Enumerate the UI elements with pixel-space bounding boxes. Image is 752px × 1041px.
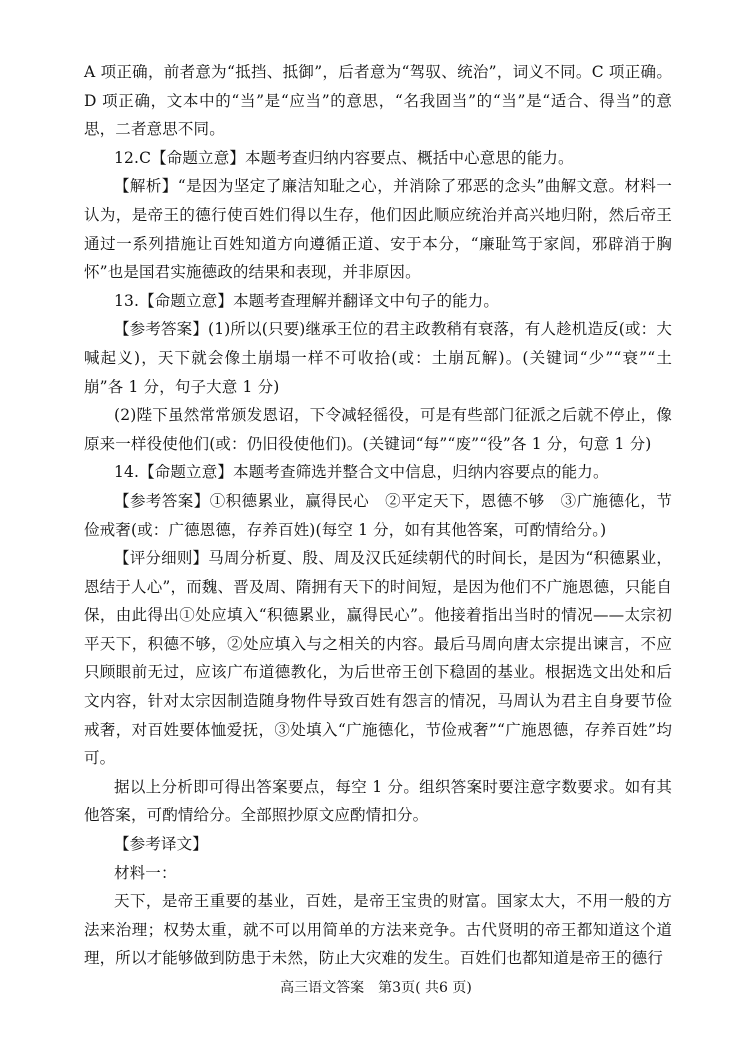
paragraph-q13-answer-1: 【参考答案】(1)所以(只要)继承王位的君主政教稍有衰落，有人趁机造反(或：大喊起义)，天下就会像土崩塌一样不可收拾(或：土崩瓦解)。(关键词“少”“衰”“土崩”各 1 分，句子大意 1 分) [84,320,672,396]
paragraph-translation-heading: 【参考译文】 [114,835,208,854]
paragraph-q14-answer: 【参考答案】①积德累业，赢得民心 ②平定天下，恩德不够 ③广施德化，节俭戒奢(或：广德恩德，存养百姓)(每空 1 分，如有其他答案，可酌情给分。) [84,491,672,539]
paragraph-q12-analysis: 【解析】“是因为坚定了廉洁知耻之心，并消除了邪恶的念头”曲解文意。材料一认为，是帝王的德行使百姓们得以生存，他们因此顺应统治并高兴地归附，然后帝王通过一系列措施让百姓知道方向遵循正道、安于本分，“廉耻笃于家闾，邪辟消于胸怀”也是国君实施德政的结果和表现，并非原因。 [84,177,672,282]
paragraph-q12-intent: 12.C【命题立意】本题考查归纳内容要点、概括中心意思的能力。 [114,148,574,167]
page-footer: 高三语文答案 第3页( 共6 页) [280,980,472,996]
paragraph-translation-text: 天下，是帝王重要的基业，百姓，是帝王宝贵的财富。国家太大，不用一般的方法来治理；权势太重，就不可以用简单的方法来竞争。古代贤明的帝王都知道这个道理，所以才能够做到防患于未然，防止大灾难的发生。百姓们也都知道是帝王的德行 [84,892,672,968]
paragraph-q13-answer-2: (2)陛下虽然常常颁发恩诏，下令减轻徭役，可是有些部门征派之后就不停止，像原来一样役使他们(或：仍旧役使他们)。(关键词“每”“废”“役”各 1 分，句意 1 分) [84,406,672,453]
paragraph-q14-scoring: 【评分细则】马周分析夏、殷、周及汉氏延续朝代的时间长，是因为“积德累业，恩结于人心”，而魏、晋及周、隋拥有天下的时间短，是因为他们不广施恩德，只能自保，由此得出①处应填入“积德累业，赢得民心”。他接着指出当时的情况——太宗初平天下，积德不够，②处应填入与之相关的内容。最后马周向唐太宗提出谏言，不应只顾眼前无过，应该广布道德教化，为后世帝王创下稳固的基业。根据选文出处和后文内容，针对太宗因制造随身物件导致百姓有怨言的情况，马周认为君主自身要节俭戒奢，对百姓要体恤爱抚，③处填入“广施德化，节俭戒奢”“广施恩德，存养百姓”均可。 [84,549,672,768]
paragraph-material-one-label: 材料一： [114,863,177,882]
answer-document [84,58,672,973]
paragraph-option-analysis: A 项正确，前者意为“抵挡、抵御”，后者意为“驾驭、统治”，词义不同。C 项正确。D 项正确，文本中的“当”是“应当”的意思，“名我固当”的“当”是“适合、得当”的意思，二者意思不同。 [84,63,672,139]
paragraph-q14-intent: 14.【命题立意】本题考查筛选并整合文中信息，归纳内容要点的能力。 [114,463,609,482]
paragraph-q13-intent: 13.【命题立意】本题考查理解并翻译文中句子的能力。 [114,291,500,310]
paragraph-q14-summary: 据以上分析即可得出答案要点，每空 1 分。组织答案时要注意字数要求。如有其他答案，可酌情给分。全部照抄原文应酌情扣分。 [84,777,672,825]
